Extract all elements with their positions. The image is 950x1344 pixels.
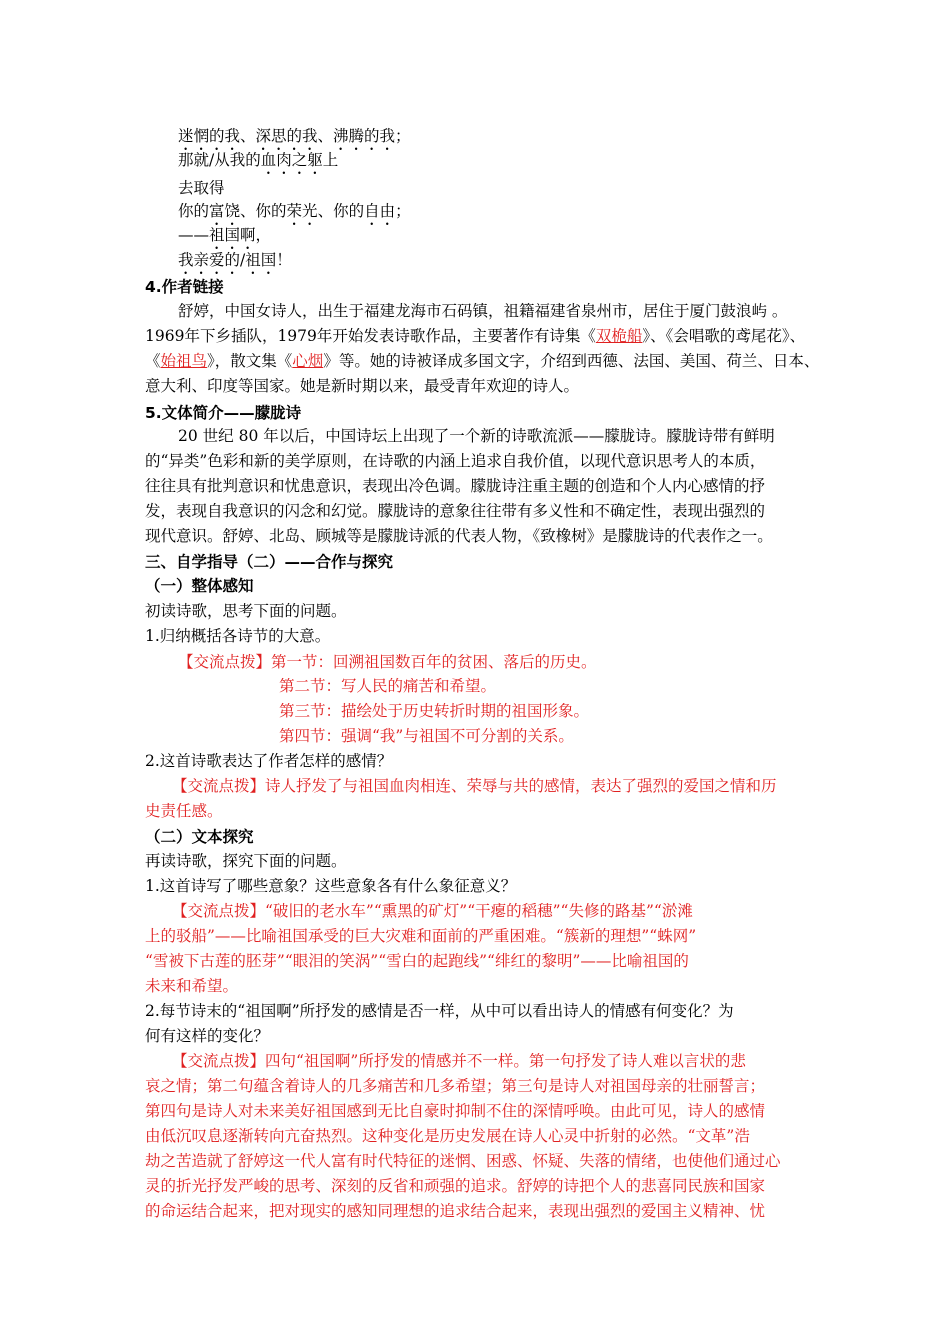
poem-line-1-punct: ； — [395, 127, 411, 145]
genre-line-3: 往往具有批判意识和忧患意识，表现出冷色调。朦胧诗注重主题的创造和个人内心感情的抒 — [145, 477, 766, 495]
section3-heading: 三、自学指导（二）——合作与探究 — [145, 553, 394, 571]
poem-line-4 — [178, 200, 411, 222]
author-p3-e: 》等。她的诗被译成多国文字，介绍到西德、法国、美国、荷兰、日本、 — [323, 352, 820, 370]
subsection-text-study-heading: （二）文本探究 — [145, 828, 254, 846]
answer-2-line-2: 史责任感。 — [145, 802, 223, 820]
author-p2-c: 》、《会唱歌的鸢尾花》、 — [642, 327, 806, 345]
answer-1-line-1 — [178, 651, 597, 673]
poem-line-1-emphasis: 迷惘的我、深思的我、沸腾的我 — [178, 127, 396, 145]
answer-4-line-4: 由低沉叹息逐渐转向亢奋热烈。这种变化是历史发展在诗人心灵中折射的必然。“文革”浩 — [145, 1127, 750, 1145]
poem-line-6-emph-2: 祖国 — [245, 251, 277, 269]
answer-4-line-6: 灵的折光抒发严峻的思考、深刻的反省和顽强的追求。舒婷的诗把个人的悲喜同民族和国家 — [145, 1177, 766, 1195]
poem-line-6 — [178, 249, 292, 271]
link-shuangweichuan[interactable]: 双桅船 — [595, 327, 643, 345]
link-xinyan[interactable]: 心烟 — [292, 352, 324, 370]
poem-line-6-punct: ！ — [276, 251, 292, 269]
author-paragraph-line-4: 意大利、印度等国家。她是新时期以来，最受青年欢迎的诗人。 — [145, 377, 580, 395]
author-p2-a: 1969年下乡插队，1979年开始发表诗歌作品，主要著作有诗集《 — [145, 327, 596, 345]
poem-line-4-a: 你的 — [178, 202, 210, 220]
author-p3-a: 《 — [145, 352, 161, 370]
poem-line-2-c: 上 — [322, 151, 339, 169]
author-heading: 4.作者链接 — [145, 278, 224, 296]
poem-line-4-c: 、你的 — [240, 202, 287, 220]
genre-line-5: 现代意识。舒婷、北岛、顾城等是朦胧诗派的代表人物，《致橡树》是朦胧诗的代表作之一。 — [145, 527, 773, 545]
answer-2-line-1: 【交流点拨】诗人抒发了与祖国血肉相连、荣辱与共的感情，表达了强烈的爱国之情和历 — [172, 777, 777, 795]
answer-4-line-1: 【交流点拨】四句“祖国啊”所抒发的情感并不一样。第一句抒发了诗人难以言状的悲 — [172, 1052, 746, 1070]
answer-4-line-2: 哀之情；第二句蕴含着诗人的几多痛苦和几多希望；第三句是诗人对祖国母亲的壮丽誓言； — [145, 1077, 766, 1095]
poem-line-6-emph-1: 我亲爱的 — [178, 251, 241, 269]
poem-line-4-g: ； — [395, 202, 411, 220]
answer-1-stanza-1: 第一节：回溯祖国数百年的贫困、落后的历史。 — [271, 653, 597, 671]
poem-line-5 — [178, 224, 271, 246]
answer-4-line-3: 第四句是诗人对未来美好祖国感到无比自豪时抑制不住的深情呼唤。由此可见，诗人的感情 — [145, 1102, 766, 1120]
poem-line-2-a: 那就/从我的 — [178, 151, 261, 169]
author-paragraph-line-3 — [145, 350, 819, 372]
genre-line-4: 发，表现自我意识的闪念和幻觉。朦胧诗的意象往往带有多义性和不确定性，表现出强烈的 — [145, 502, 766, 520]
answer-4-line-5: 劫之苦造就了舒婷这一代人富有时代特征的迷惘、困惑、怀疑、失落的情绪，也使他们通过心 — [145, 1152, 781, 1170]
poem-line-3: 去取得 — [178, 179, 225, 197]
poem-line-2-emphasis: 血肉之躯 — [260, 151, 323, 169]
link-shizuniao[interactable]: 始祖鸟 — [160, 352, 208, 370]
question-1: 1.归纳概括各诗节的大意。 — [145, 627, 331, 645]
intro-second-reading: 再读诗歌，探究下面的问题。 — [145, 852, 347, 870]
poem-line-4-e: 、你的 — [317, 202, 365, 220]
question-2: 2.这首诗歌表达了作者怎样的感情？ — [145, 752, 393, 770]
poem-line-5-punct: ， — [255, 226, 272, 244]
answer-3-line-4: 未来和希望。 — [145, 977, 239, 995]
answer-3-line-2: 上的驳船”——比喻祖国承受的巨大灾难和面前的严重困难。“簇新的理想”“蛛网” — [145, 927, 697, 945]
author-p3-c: 》，散文集《 — [207, 352, 293, 370]
answer-1-tag: 【交流点拨】 — [178, 653, 272, 671]
poem-line-2 — [178, 149, 338, 171]
answer-1-stanza-4: 第四节：强调“我”与祖国不可分割的关系。 — [279, 727, 574, 745]
poem-line-6-slash: / — [240, 251, 246, 269]
poem-line-5-emphasis: 祖国啊 — [209, 226, 256, 244]
poem-line-1 — [178, 125, 411, 147]
answer-3-line-1: 【交流点拨】“破旧的老水车”“熏黑的矿灯”“干瘪的稻穗”“失修的路基”“淤滩 — [172, 902, 693, 920]
answer-1-stanza-3: 第三节：描绘处于历史转折时期的祖国形象。 — [279, 702, 590, 720]
poem-line-5-dash: —— — [178, 226, 209, 244]
genre-heading: 5.文体简介——朦胧诗 — [145, 404, 302, 422]
poem-line-4-emph-3: 自由 — [364, 202, 396, 220]
question-4-line-1: 2.每节诗末的“祖国啊”所抒发的感情是否一样，从中可以看出诗人的情感有何变化？为 — [145, 1002, 734, 1020]
author-paragraph-line-1: 舒婷，中国女诗人，出生于福建龙海市石码镇，祖籍福建省泉州市，居住于厦门鼓浪屿 。 — [178, 302, 788, 320]
answer-3-line-3: “雪被下古莲的胚芽”“眼泪的笑涡”“雪白的起跑线”“绯红的黎明”——比喻祖国的 — [145, 952, 689, 970]
answer-1-stanza-2: 第二节：写人民的痛苦和希望。 — [279, 677, 497, 695]
poem-line-4-emph-1: 富饶 — [209, 202, 241, 220]
genre-line-2: 的“异类”色彩和新的美学原则，在诗歌的内涵上追求自我价值，以现代意识思考人的本质， — [145, 452, 766, 470]
question-3: 1.这首诗写了哪些意象？这些意象各有什么象征意义？ — [145, 877, 517, 895]
genre-line-1: 20 世纪 80 年以后，中国诗坛上出现了一个新的诗歌流派——朦胧诗。朦胧诗带有鲜明 — [178, 427, 775, 445]
intro-first-reading: 初读诗歌，思考下面的问题。 — [145, 602, 347, 620]
question-4-line-2: 何有这样的变化？ — [145, 1027, 270, 1045]
subsection-overall-heading: （一）整体感知 — [145, 577, 254, 595]
poem-line-4-emph-2: 荣光 — [286, 202, 318, 220]
answer-4-line-7: 的命运结合起来，把对现实的感知同理想的追求结合起来，表现出强烈的爱国主义精神、忧 — [145, 1202, 766, 1220]
author-paragraph-line-2 — [145, 325, 805, 347]
